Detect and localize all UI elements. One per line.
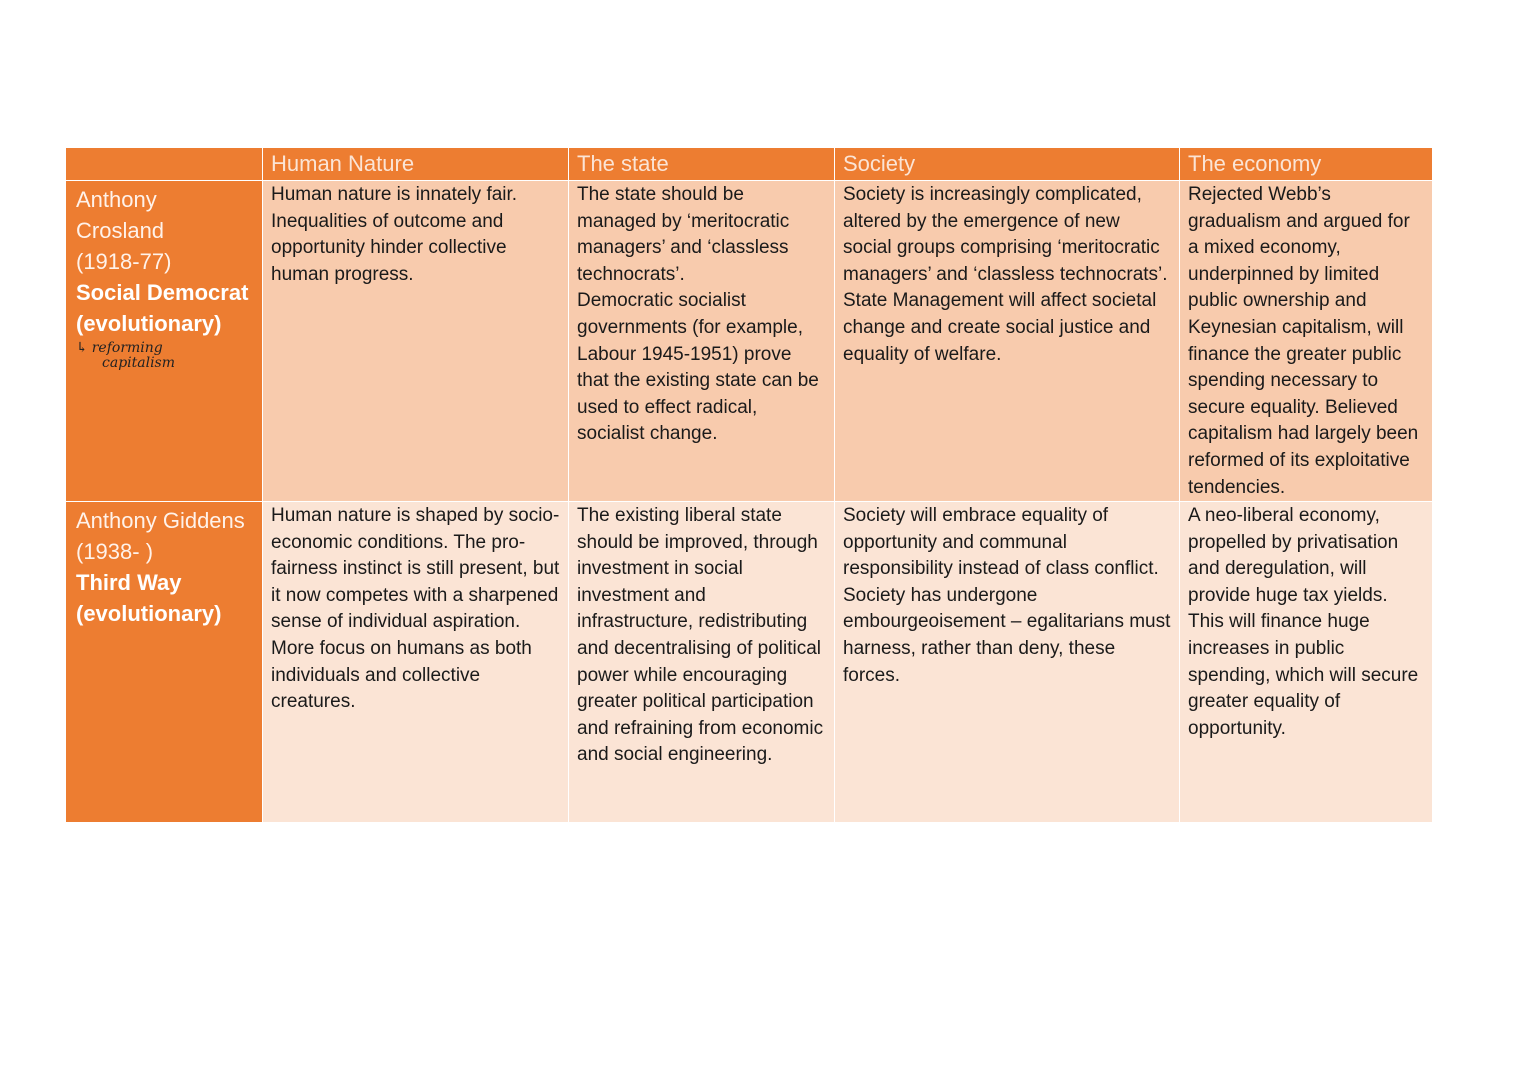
header-the-state: The state [569, 148, 834, 180]
cell-paragraph: Society is increasingly complicated, altered by the emergence of new social groups comprising ‘meritocratic managers’ and ‘classless technocrats’. [843, 184, 1168, 285]
thinker-name-line: Anthony [76, 187, 157, 212]
handwritten-note [76, 341, 254, 371]
cell-paragraph: Society has undergone embourgeoisement – egalitarians must harness, rather than deny, these forces. [843, 584, 1171, 686]
thinker-label-type: (evolutionary) [76, 601, 222, 626]
note-line: reforming [91, 340, 163, 356]
cell-paragraph: Society will embrace equality of opportunity and communal responsibility instead of class conflict. [843, 505, 1159, 580]
row-head-crosland [66, 181, 262, 501]
header-society: Society [835, 148, 1179, 180]
cell-paragraph: Human nature is innately fair. Inequalities of outcome and opportunity hinder collective human progress. [271, 184, 518, 285]
cell-crosland-society [835, 181, 1179, 501]
cell-paragraph: The state should be managed by ‘meritocratic managers’ and ‘classless technocrats’. [577, 184, 790, 285]
thinker-dates: (1938- ) [76, 539, 154, 564]
row-head-giddens [66, 502, 262, 822]
header-human-nature: Human Nature [263, 148, 568, 180]
header-the-economy: The economy [1180, 148, 1432, 180]
thinker-name-line: Crosland [76, 218, 165, 243]
cell-paragraph: The existing liberal state should be improved, through investment in social investment and infrastructure, redistributing and decentralising of political power while encouraging greater political participation and refraining from economic and social engineering. [577, 505, 824, 766]
thinker-label: Third Way [76, 570, 182, 595]
thinker-dates: (1918-77) [76, 249, 172, 274]
cell-crosland-human-nature [263, 181, 568, 501]
header-corner [66, 148, 262, 180]
cell-paragraph: Rejected Webb’s gradualism and argued for a mixed economy, underpinned by limited public ownership and Keynesian capitalism, will finance the greater public spending necessary to secure equality. Believed capitalism had largely been reformed of its exploitative tendencies. [1188, 184, 1419, 498]
cell-paragraph: State Management will affect societal change and create social justice and equality of welfare. [843, 290, 1157, 365]
cell-giddens-economy [1180, 502, 1432, 822]
thinker-name-line: Anthony Giddens [76, 508, 245, 533]
thinker-label-type: (evolutionary) [76, 311, 222, 336]
cell-paragraph: Democratic socialist governments (for example, Labour 1945-1951) prove that the existing state can be used to effect radical, socialist change. [577, 290, 819, 445]
cell-paragraph: More focus on humans as both individuals and collective creatures. [271, 637, 532, 713]
cell-giddens-human-nature [263, 502, 568, 822]
cell-giddens-society [835, 502, 1179, 822]
cell-paragraph: Human nature is shaped by socio-economic conditions. The pro-fairness instinct is still present, but it now competes with a sharpened sense of individual aspiration. [271, 505, 560, 633]
cell-giddens-state [569, 502, 834, 822]
cell-crosland-economy [1180, 181, 1432, 501]
cell-paragraph: A neo-liberal economy, propelled by privatisation and deregulation, will provide huge tax yields. This will finance huge increases in public spending, which will secure greater equality of opportunity. [1188, 505, 1419, 739]
thinker-label: Social Democrat [76, 280, 249, 305]
cell-crosland-state [569, 181, 834, 501]
comparison-table [66, 148, 1432, 822]
note-line: capitalism [102, 355, 176, 371]
arrow-icon: ↳ [76, 340, 88, 356]
